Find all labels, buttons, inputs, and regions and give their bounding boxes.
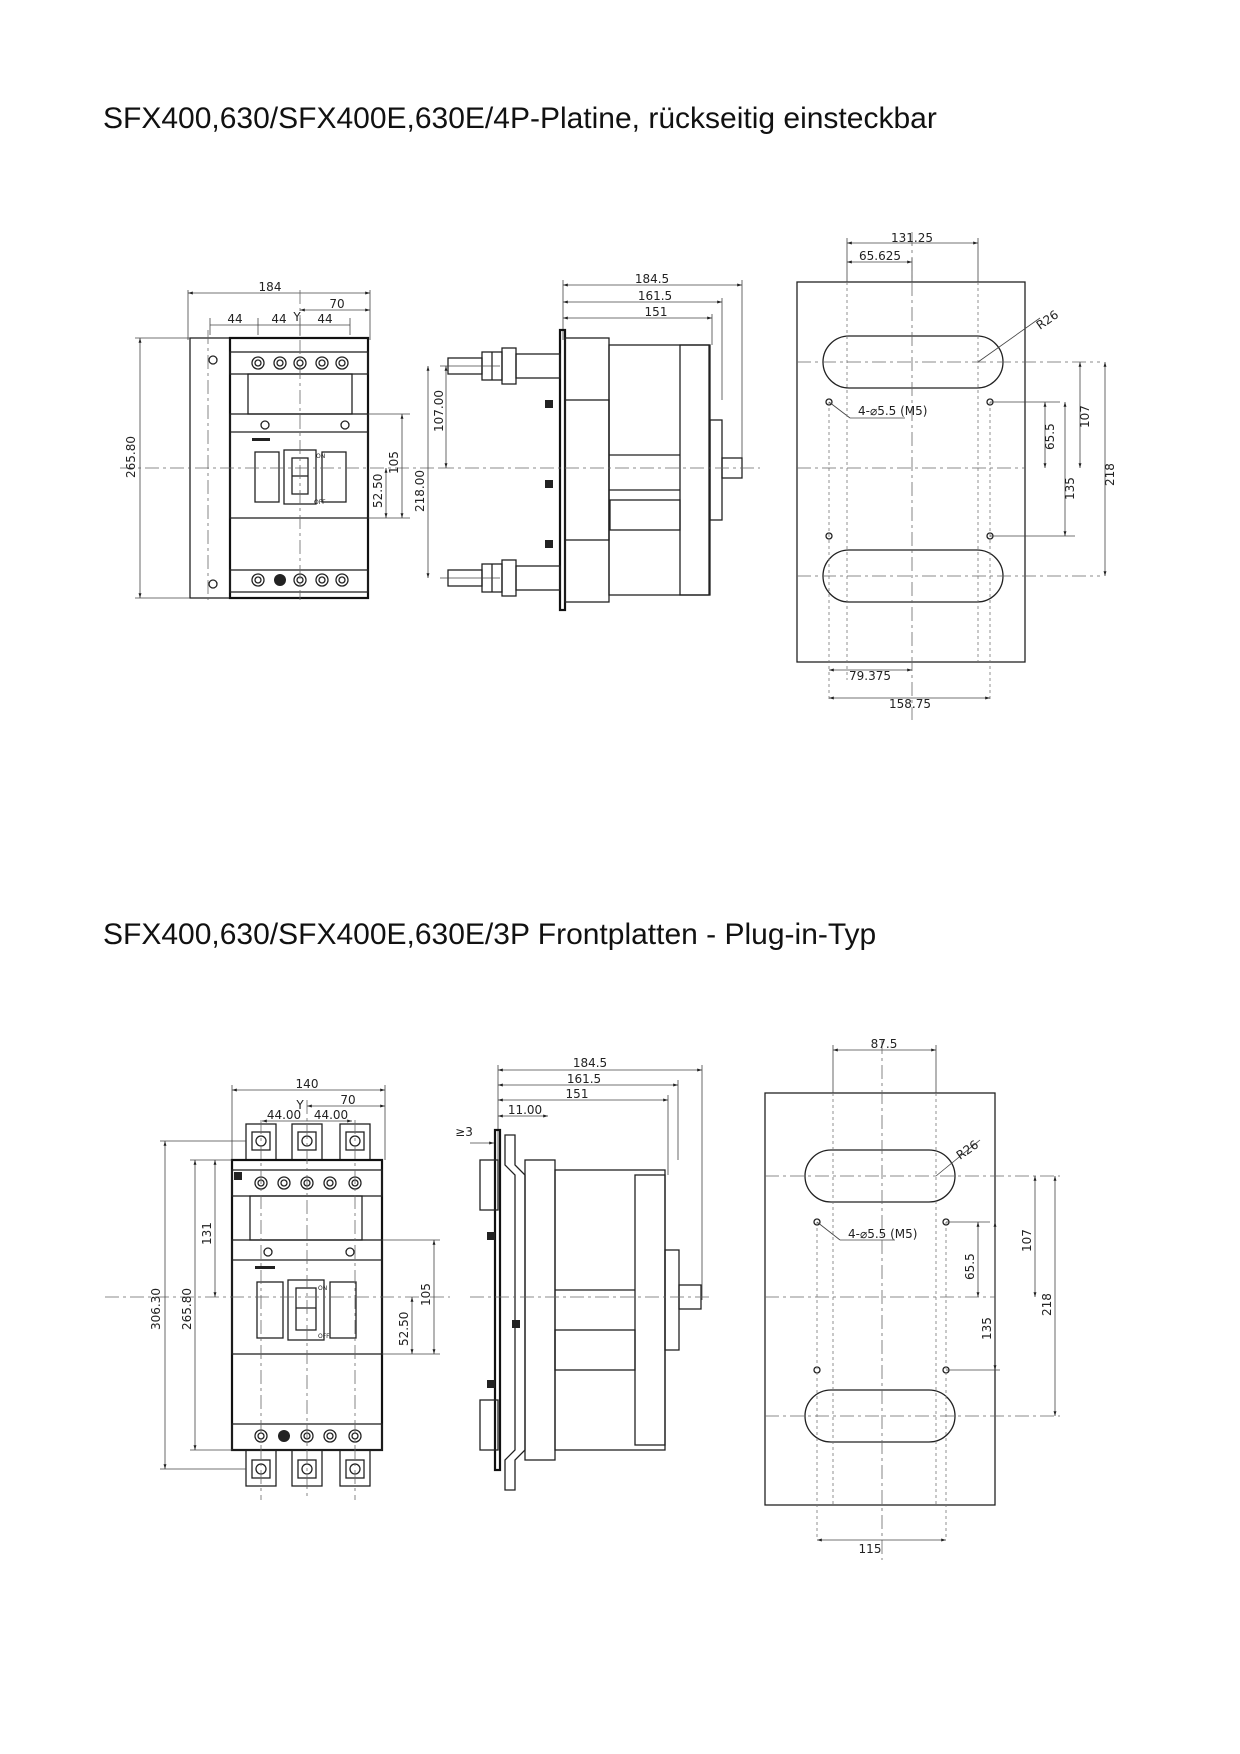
s2-front-pitch-a: 44.00 [266, 1108, 302, 1122]
s2-cutout-width-top: 87.5 [870, 1037, 898, 1051]
s2-cutout-v135: 135 [980, 1317, 994, 1340]
s2-cutout-v107: 107 [1020, 1229, 1034, 1252]
s2-front-offset-right: 70 [340, 1093, 356, 1107]
s2-side-depth-base: 151 [565, 1087, 589, 1101]
s1-cutout-bottom-half: 79.375 [849, 669, 891, 683]
s1-on-label: ON [316, 453, 326, 460]
s1-side-terminal-pitch: 107.00 [432, 390, 446, 432]
s2-front-height-total: 306.30 [149, 1288, 163, 1330]
s2-cutout-v218: 218 [1040, 1293, 1054, 1316]
s2-front-width-total: 140 [295, 1077, 319, 1091]
s2-on-label: ON [318, 1285, 328, 1292]
s2-cutout-hole-note: 4-⌀5.5 (M5) [848, 1227, 918, 1241]
s1-cutout-width-half: 65.625 [859, 249, 901, 263]
s1-off-label: OFF [314, 499, 326, 506]
s2-cutout-slot-radius: R26 [953, 1137, 982, 1163]
s1-side-depth-base: 151 [644, 305, 668, 319]
s1-front-pitch-c: 44 [317, 312, 333, 326]
s2-front-height-half: 52.50 [397, 1311, 411, 1346]
s2-side-view [470, 1065, 710, 1490]
s1-front-pitch-b: 44 [271, 312, 287, 326]
s2-front-height-window: 105 [419, 1283, 433, 1306]
s2-cutout-bottom-width: 115 [858, 1542, 882, 1556]
s2-front-pitch-b: 44.00 [313, 1108, 349, 1122]
s1-cutout-width-outer: 131.25 [891, 231, 933, 245]
s1-cutout-slot-radius: R26 [1033, 307, 1062, 333]
s2-side-depth-mid: 161.5 [566, 1072, 602, 1086]
s2-front-height-upper: 131 [200, 1222, 214, 1245]
s2-off-label: OFF [318, 1333, 330, 1340]
s2-side-plate-offset: 11.00 [507, 1103, 543, 1117]
s1-side-depth-mid: 161.5 [637, 289, 673, 303]
s1-side-terminal-span: 218.00 [413, 470, 427, 512]
s1-panel-cutout [797, 232, 1105, 720]
s1-front-y-mark: Y [293, 310, 301, 324]
s1-cutout-v218: 218 [1103, 463, 1117, 486]
section-2-title: SFX400,630/SFX400E,630E/3P Frontplatten - Plug-in-Typ [103, 918, 877, 951]
s1-front-pitch-a: 44 [227, 312, 243, 326]
s2-panel-cutout [765, 1040, 1060, 1560]
s1-cutout-v107: 107 [1078, 405, 1092, 428]
s1-cutout-v65: 65.5 [1043, 423, 1057, 450]
section-1-title: SFX400,630/SFX400E,630E/4P-Platine, rückseitig einsteckbar [103, 102, 937, 135]
s1-front-width-total: 184 [258, 280, 282, 294]
s1-front-height-half: 52.50 [371, 473, 385, 508]
s2-side-depth-total: 184.5 [572, 1056, 608, 1070]
s1-cutout-hole-note: 4-⌀5.5 (M5) [858, 404, 928, 418]
s2-front-y-mark: Y [296, 1098, 304, 1112]
s1-front-offset-right: 70 [329, 297, 345, 311]
s2-front-height-body: 265.80 [180, 1288, 194, 1330]
s1-front-height-window: 105 [387, 451, 401, 474]
s1-front-view [120, 290, 440, 600]
s1-cutout-bottom-total: 158.75 [889, 697, 931, 711]
s1-side-view [428, 280, 760, 610]
s1-side-depth-total: 184.5 [634, 272, 670, 286]
s1-cutout-v135: 135 [1063, 477, 1077, 500]
s1-front-height-total: 265.80 [124, 436, 138, 478]
s2-cutout-v65: 65.5 [963, 1253, 977, 1280]
s2-side-plate-min: ≥3 [455, 1125, 473, 1139]
